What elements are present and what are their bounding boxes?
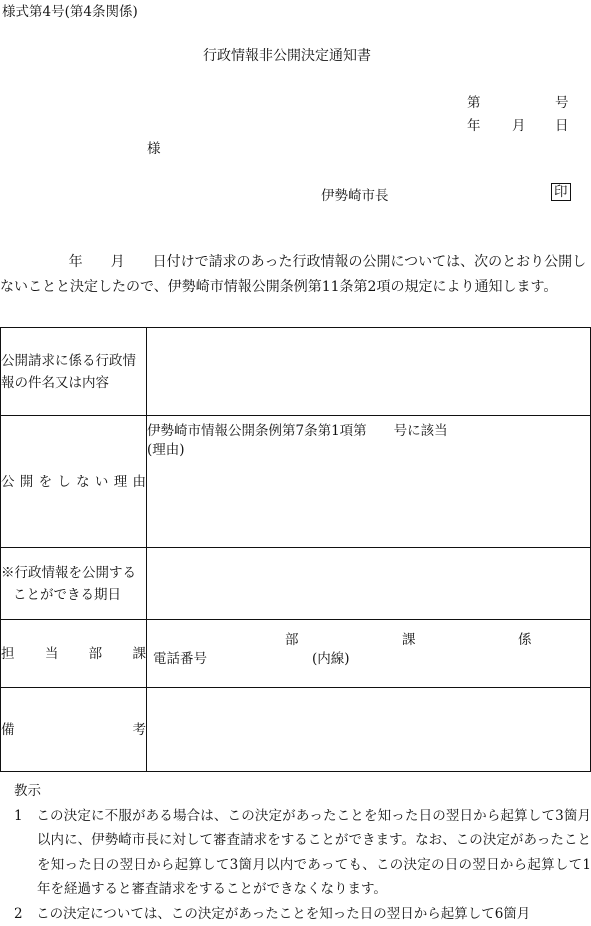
intro-year: 年 bbox=[69, 254, 83, 270]
instruction-item-1 bbox=[0, 804, 591, 902]
label-department-char: 担 bbox=[1, 643, 15, 665]
label-reason-char: 由 bbox=[132, 471, 146, 493]
form-code: 様式第4号(第4条関係) bbox=[2, 0, 138, 20]
seal-stamp: 印 bbox=[551, 183, 571, 201]
dept-kakari: 係 bbox=[518, 628, 532, 648]
row-department bbox=[1, 620, 591, 688]
value-disclosure-date bbox=[147, 548, 591, 620]
label-department-char: 当 bbox=[45, 643, 59, 665]
row-remarks bbox=[1, 688, 591, 772]
value-department bbox=[147, 620, 591, 688]
label-department-char: 部 bbox=[89, 643, 103, 665]
label-department-char: 課 bbox=[132, 643, 146, 665]
instruction-item-2 bbox=[0, 902, 591, 926]
instruction-1-text: この決定に不服がある場合は、この決定があったことを知った日の翌日から起算して3箇月以内に、伊勢崎市長に対して審査請求をすることができます。なお、この決定があったことを知った日の翌日から起算して3箇月以内であっても、この決定の日の翌日から起算して1年を経過すると審査請求をすることができなくなります。 bbox=[36, 808, 591, 898]
label-subject-text: 公開請求に係る行政情報の件名又は内容 bbox=[1, 353, 136, 391]
label-reason-char: 理 bbox=[114, 471, 128, 493]
number-go: 号 bbox=[555, 91, 569, 111]
issuer-name: 伊勢崎市長 bbox=[321, 184, 389, 204]
date-day: 日 bbox=[555, 114, 569, 134]
instructions-heading: 教示 bbox=[0, 779, 591, 804]
recipient-sama: 様 bbox=[147, 137, 161, 157]
value-reason bbox=[147, 416, 591, 548]
label-remarks-text bbox=[1, 719, 146, 741]
label-reason-char: い bbox=[95, 471, 109, 493]
date-month: 月 bbox=[512, 114, 526, 134]
label-reason-char: な bbox=[76, 471, 90, 493]
dept-extension: (内線) bbox=[312, 647, 350, 667]
label-reason bbox=[1, 416, 147, 548]
document-title: 行政情報非公開決定通知書 bbox=[203, 45, 371, 65]
dept-phone: 電話番号 bbox=[153, 647, 207, 667]
intro-text: 日付けで請求のあった行政情報の公開については、次のとおり公開しないことと決定したので、伊勢崎市情報公開条例第11条第2項の規定により通知します。 bbox=[0, 254, 586, 295]
instruction-1-number: 1 bbox=[14, 808, 23, 824]
label-disclosure-date bbox=[1, 548, 147, 620]
label-reason-char: し bbox=[57, 471, 71, 493]
notice-table bbox=[0, 327, 591, 772]
value-subject bbox=[147, 328, 591, 416]
instructions bbox=[0, 779, 591, 926]
label-department bbox=[1, 620, 147, 688]
label-remarks-char: 備 bbox=[1, 719, 15, 741]
label-reason-char: を bbox=[39, 471, 53, 493]
number-dai: 第 bbox=[467, 91, 481, 111]
dept-bu: 部 bbox=[285, 628, 299, 648]
label-reason-char: 開 bbox=[20, 471, 34, 493]
row-subject bbox=[1, 328, 591, 416]
label-reason-char: 公 bbox=[1, 471, 15, 493]
value-remarks bbox=[147, 688, 591, 772]
dept-ka: 課 bbox=[402, 628, 416, 648]
intro-month: 月 bbox=[111, 254, 125, 270]
date-year: 年 bbox=[467, 114, 481, 134]
label-reason-text bbox=[1, 471, 146, 493]
row-disclosure-date bbox=[1, 548, 591, 620]
reason-ordinance: 伊勢崎市情報公開条例第7条第1項第 号に該当 bbox=[147, 422, 590, 441]
instruction-2-number: 2 bbox=[14, 906, 23, 922]
label-department-text bbox=[1, 643, 146, 665]
label-subject bbox=[1, 328, 147, 416]
label-remarks-char: 考 bbox=[133, 719, 147, 741]
instruction-2-text: この決定については、この決定があったことを知った日の翌日から起算して6箇月 bbox=[36, 906, 530, 922]
intro-paragraph bbox=[0, 250, 591, 299]
label-disclosure-date-text: ※行政情報を公開することができる期日 bbox=[1, 562, 146, 606]
reason-caption: (理由) bbox=[147, 441, 590, 460]
row-reason bbox=[1, 416, 591, 548]
label-remarks bbox=[1, 688, 147, 772]
